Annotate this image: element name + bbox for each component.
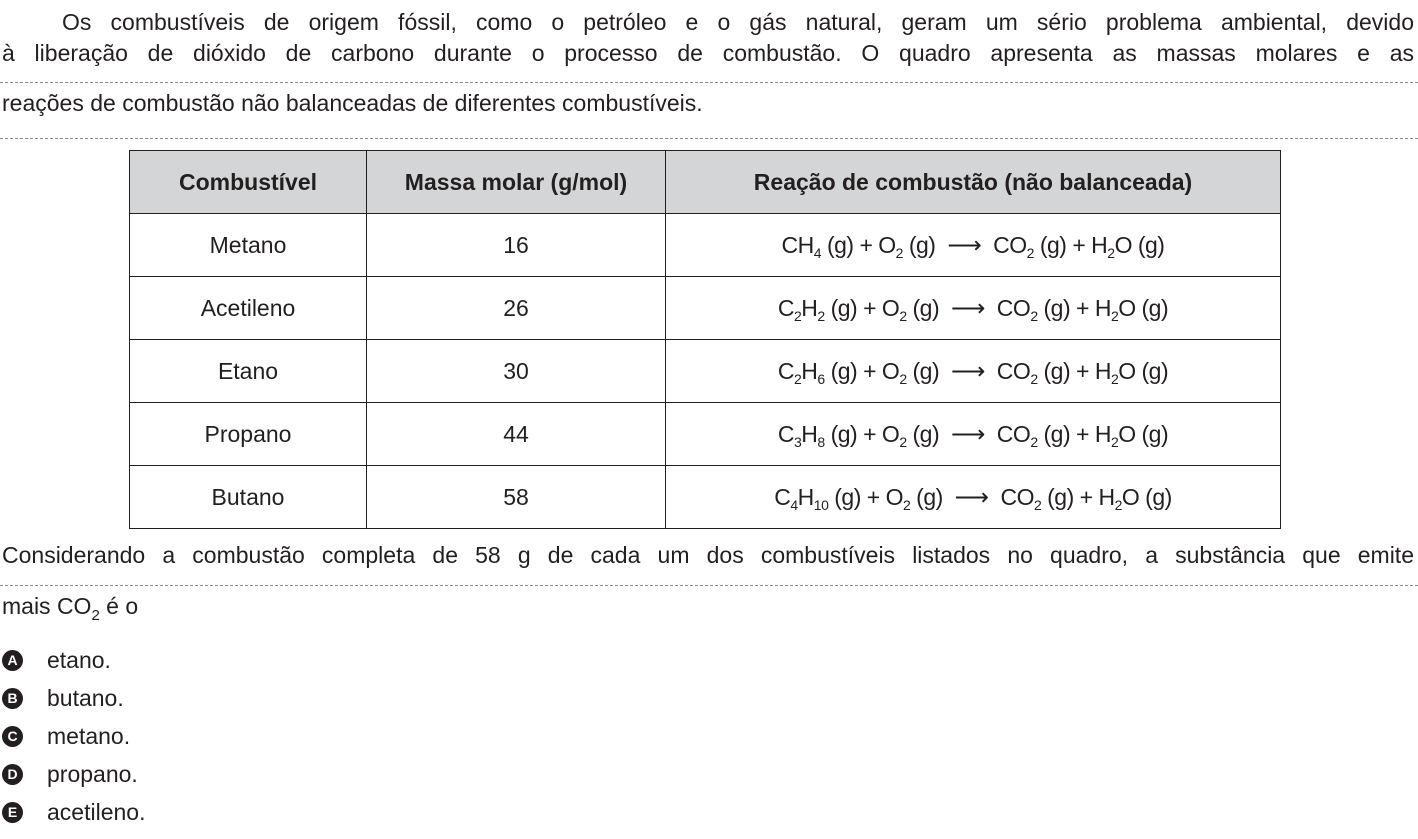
molar-mass: 44 <box>367 403 666 466</box>
molar-mass: 26 <box>367 277 666 340</box>
option-letter-badge: C <box>2 726 23 747</box>
reaction-arrow-icon: ⟶ <box>947 231 982 259</box>
table-row <box>130 340 1281 403</box>
ruled-line <box>0 585 1418 586</box>
header-reaction: Reação de combustão (não balanceada) <box>666 151 1281 214</box>
option-text: etano. <box>47 646 111 673</box>
combustion-reaction: $C_3H_8$ $(g) + O_2$ (g) ⟶ $CO_2$ $(g) + H_2O$ (g) <box>666 403 1281 466</box>
intro-line-2: à liberação de dióxido de carbono durante o processo de combustão. O quadro apresenta as massas molares e as <box>2 40 1414 66</box>
reaction-arrow-icon: ⟶ <box>951 294 985 322</box>
table-header-row <box>130 151 1281 214</box>
table-row <box>130 403 1281 466</box>
option-text: butano. <box>47 684 124 711</box>
intro-line-3: reações de combustão não balanceadas de diferentes combustíveis. <box>2 90 703 116</box>
molar-mass: 16 <box>367 214 666 277</box>
answer-option-d[interactable] <box>2 759 138 789</box>
option-letter-badge: D <box>2 764 23 785</box>
reaction-arrow-icon: ⟶ <box>951 420 985 448</box>
option-text: metano. <box>47 722 131 749</box>
combustion-reaction: $C_2H_6$ $(g) + O_2$ (g) ⟶ $CO_2$ $(g) + H_2O$ (g) <box>666 340 1281 403</box>
table-row <box>130 466 1281 529</box>
intro-line-1: Os combustíveis de origem fóssil, como o petróleo e o gás natural, geram um sério problema ambiental, devido <box>62 9 1414 35</box>
fuel-name: Metano <box>130 214 367 277</box>
answer-option-c[interactable] <box>2 721 130 751</box>
answer-option-b[interactable] <box>2 683 124 713</box>
fuel-table <box>129 150 1281 529</box>
question-line-2: mais $CO_2$ é o <box>2 593 139 624</box>
fuel-name: Propano <box>130 403 367 466</box>
combustion-reaction: $C_4H_{10}$ $(g) + O_2$ (g) ⟶ $CO_2$ $(g) + H_2O$ (g) <box>666 466 1281 529</box>
answer-option-a[interactable] <box>2 645 111 675</box>
reaction-arrow-icon: ⟶ <box>951 357 985 385</box>
option-letter-badge: A <box>2 650 23 671</box>
header-molar-mass: Massa molar (g/mol) <box>367 151 666 214</box>
ruled-line <box>0 138 1418 139</box>
table-row <box>130 214 1281 277</box>
fuel-name: Etano <box>130 340 367 403</box>
fuel-name: Acetileno <box>130 277 367 340</box>
option-letter-badge: B <box>2 688 23 709</box>
molar-mass: 58 <box>367 466 666 529</box>
ruled-line <box>0 82 1418 83</box>
answer-option-e[interactable] <box>2 797 145 827</box>
header-fuel: Combustível <box>130 151 367 214</box>
option-text: acetileno. <box>47 798 146 825</box>
reaction-arrow-icon: ⟶ <box>954 483 989 511</box>
combustion-reaction: $CH_4$ $(g) + O_2$ (g) ⟶ $CO_2$ $(g) + H_2O$ (g) <box>666 214 1281 277</box>
fuel-name: Butano <box>130 466 367 529</box>
molar-mass: 30 <box>367 340 666 403</box>
question-line-1: Considerando a combustão completa de 58 g de cada um dos combustíveis listados no quadro, a substância que emite <box>2 542 1414 568</box>
combustion-reaction: $C_2H_2$ $(g) + O_2$ (g) ⟶ $CO_2$ $(g) + H_2O$ (g) <box>666 277 1281 340</box>
option-letter-badge: E <box>2 802 23 823</box>
table-row <box>130 277 1281 340</box>
option-text: propano. <box>47 760 138 787</box>
